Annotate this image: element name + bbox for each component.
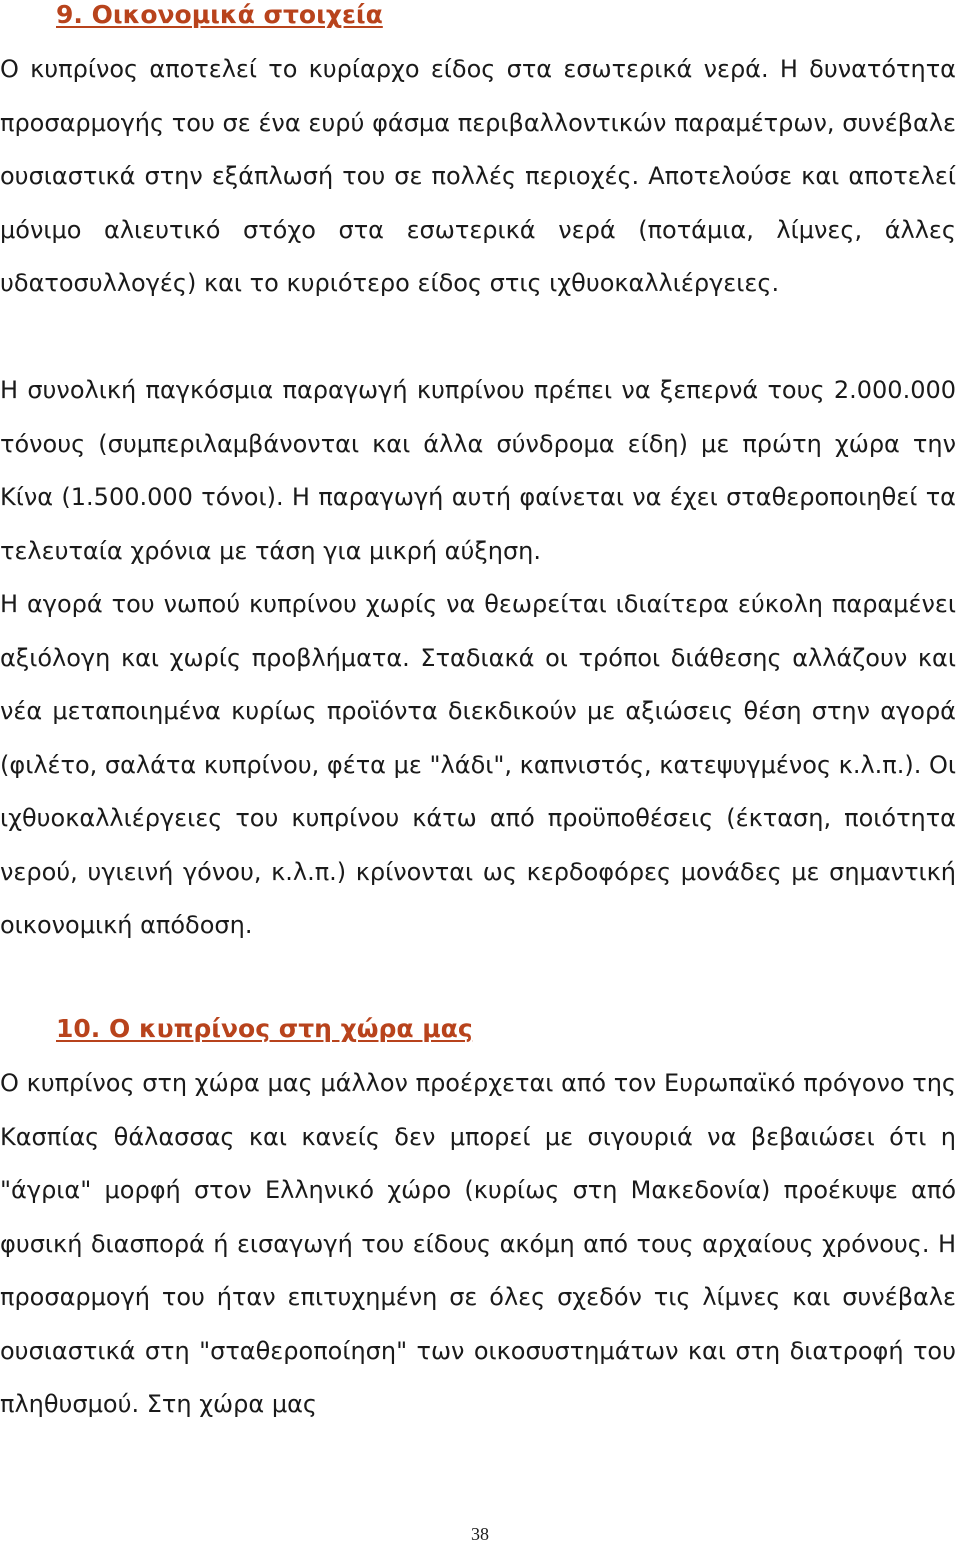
- section-heading-economics: 9. Οικονομικά στοιχεία: [56, 0, 383, 29]
- paragraph-carp-origin: Ο κυπρίνος στη χώρα μας μάλλον προέρχεται από τον Ευρωπαϊκό πρόγονο της Κασπίας θάλασσας και κανείς δεν μπορεί με σιγουριά να βεβαιώσει ότι η "άγρια" μορφή στον Ελληνικό χώρο (κυρίως στη Μακεδονία) προέκυψε από φυσική διασπορά ή εισαγωγή του είδους ακόμη από τους αρχαίους χρόνους. Η προσαρμογή του ήταν επιτυχημένη σε όλες σχεδόν τις λίμνες και συνέβαλε ουσιαστικά στη "σταθεροποίηση" των οικοσυστημάτων και στη διατροφή του πληθυσμού. Στη χώρα μας: [0, 1069, 956, 1418]
- paragraph-market: Η αγορά του νωπού κυπρίνου χωρίς να θεωρείται ιδιαίτερα εύκολη παραμένει αξιόλογη και χωρίς προβλήματα. Σταδιακά οι τρόποι διάθεσης αλλάζουν και νέα μεταποιημένα κυρίως προϊόντα διεκδικούν με αξιώσεις θέση στην αγορά (φιλέτο, σαλάτα κυπρίνου, φέτα με "λάδι", καπνιστός, κατεψυγμένος κ.λ.π.). Οι ιχθυοκαλλιέργειες του κυπρίνου κάτω από προϋποθέσεις (έκταση, ποιότητα νερού, υγιεινή γόνου, κ.λ.π.) κρίνονται ως κερδοφόρες μονάδες με σημαντική οικονομική απόδοση.: [0, 590, 956, 939]
- section-heading-carp-in-country: 10. Ο κυπρίνος στη χώρα μας: [56, 1014, 473, 1043]
- paragraph-carp-dominance: Ο κυπρίνος αποτελεί το κυρίαρχο είδος στα εσωτερικά νερά. Η δυνατότητα προσαρμογής του σε ένα ευρύ φάσμα περιβαλλοντικών παραμέτρων, συνέβαλε ουσιαστικά στην εξάπλωσή του σε πολλές περιοχές. Αποτελούσε και αποτελεί μόνιμο αλιευτικό στόχο στα εσωτερικά νερά (ποτάμια, λίμνες, άλλες υδατοσυλλογές) και το κυριότερο είδος στις ιχθυοκαλλιέργειες.: [0, 55, 956, 297]
- page-number: 38: [471, 1524, 489, 1544]
- paragraph-global-production: Η συνολική παγκόσμια παραγωγή κυπρίνου πρέπει να ξεπερνά τους 2.000.000 τόνους (συμπεριλαμβάνονται και άλλα σύνδρομα είδη) με πρώτη χώρα την Κίνα (1.500.000 τόνοι). Η παραγωγή αυτή φαίνεται να έχει σταθεροποιηθεί τα τελευταία χρόνια με τάση για μικρή αύξηση.: [0, 376, 956, 565]
